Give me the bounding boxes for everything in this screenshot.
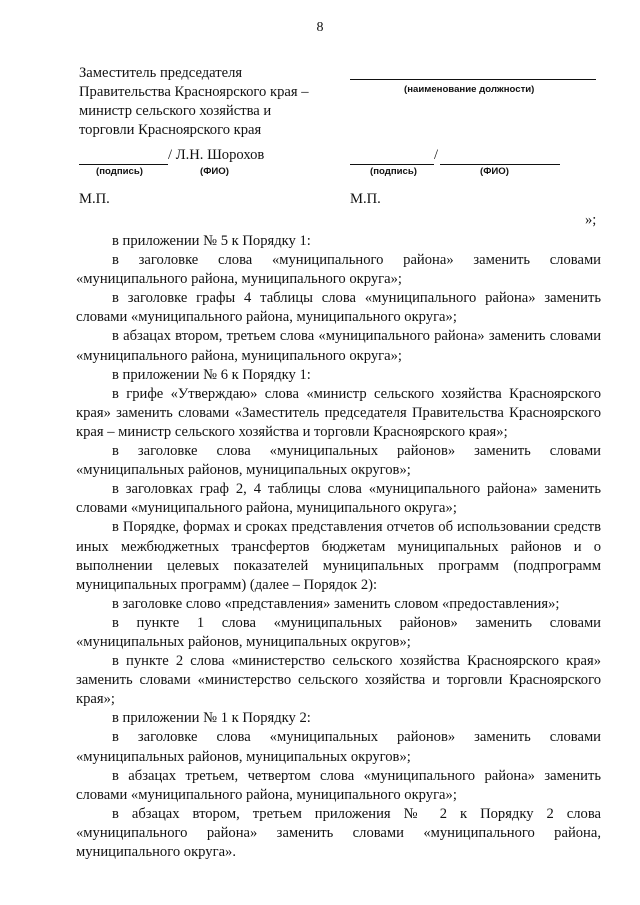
stamp-place-right: М.П. [350, 191, 381, 207]
stamp-place-left: М.П. [79, 191, 110, 207]
left-signatory-name: / Л.Н. Шорохов [168, 147, 265, 163]
page-number: 8 [316, 20, 324, 35]
paragraph: в грифе «Утверждаю» слова «министр сельского хозяйства Красноярского края» заменить словами «Заместитель председателя Правительства Красноярского края – министр сельского хозяйства и торговли Красноярского края»; [76, 385, 601, 440]
paragraph: в приложении № 1 к Порядку 2: [112, 710, 311, 727]
signatory-title-line: торговли Красноярского края [79, 122, 262, 138]
left-fio-caption: (ФИО) [200, 166, 229, 177]
paragraph: в заголовке графы 4 таблицы слова «муниципального района» заменить словами «муниципального района, муниципального округа»; [76, 290, 601, 326]
paragraph: в заголовке слова «муниципальных районов» заменить словами «муниципальных районов, муниципальных округов»; [76, 443, 601, 479]
position-line [350, 79, 596, 80]
paragraph: в заголовках граф 2, 4 таблицы слова «муниципального района» заменить словами «муниципального района, муниципального округа»; [76, 481, 601, 517]
signatory-title [79, 64, 309, 140]
left-signature-line [79, 164, 168, 165]
right-signature-line [350, 164, 434, 165]
closing-quote: »; [585, 212, 597, 228]
paragraph: в Порядке, формах и сроках представления отчетов об использовании средств иных межбюджетных трансфертов бюджетам муниципальных районов и о выполнении целевых показателей муниципальных программ (подпрограмм муниципальных программ) (далее – Порядок 2): [76, 519, 601, 593]
paragraph: в заголовке слова «муниципального района» заменить словами «муниципального района, муниципального округа»; [76, 252, 601, 288]
amendments-text [76, 232, 601, 862]
paragraph: в заголовке слова «муниципальных районов» заменить словами «муниципальных районов, муниципальных округов»; [76, 729, 601, 765]
paragraph: в пункте 1 слова «муниципальных районов» заменить словами «муниципальных районов, муниципальных округов»; [76, 614, 601, 650]
paragraph: в приложении № 5 к Порядку 1: [112, 233, 311, 249]
paragraph: в абзацах третьем, четвертом слова «муниципального района» заменить словами «муниципального района, муниципального округа»; [76, 767, 601, 803]
right-fio-line [440, 164, 560, 165]
paragraph: в пункте 2 слова «министерство сельского хозяйства Красноярского края» заменить словами «министерство сельского хозяйства и торговли Красноярского края»; [76, 653, 601, 708]
right-signature-slash: / [434, 147, 439, 163]
right-fio-caption: (ФИО) [480, 166, 509, 177]
signatory-title-line: Правительства Красноярского края – [79, 84, 309, 100]
paragraph: в абзацах втором, третьем приложения № 2 к Порядку 2 слова «муниципального района» заменить словами «муниципального района, муниципального округа». [76, 805, 601, 860]
left-sign-caption: (подпись) [96, 166, 143, 177]
signatory-title-line: министр сельского хозяйства и [79, 103, 272, 119]
signatory-title-line: Заместитель председателя [79, 65, 243, 81]
paragraph: в приложении № 6 к Порядку 1: [112, 366, 311, 383]
right-sign-caption: (подпись) [370, 166, 417, 177]
paragraph: в заголовке слово «представления» заменить словом «предоставления»; [112, 595, 560, 612]
paragraph: в абзацах втором, третьем слова «муниципального района» заменить словами «муниципального района, муниципального округа»; [76, 328, 601, 364]
position-caption: (наименование должности) [404, 84, 535, 95]
